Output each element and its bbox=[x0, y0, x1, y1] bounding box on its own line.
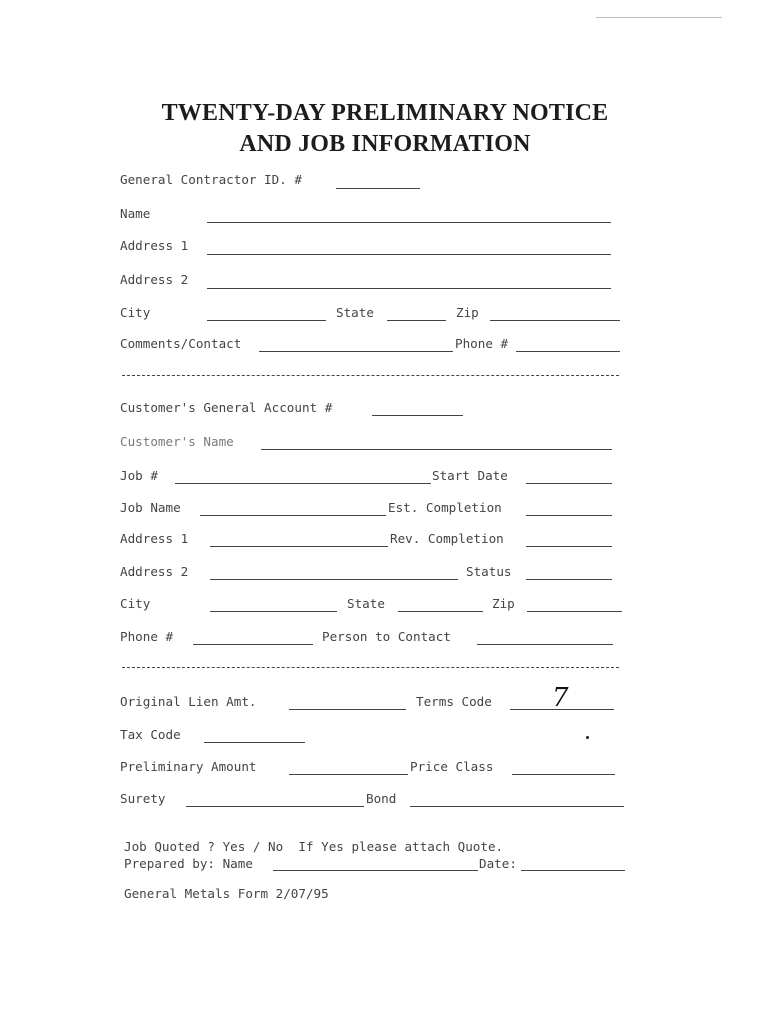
start-date-field[interactable] bbox=[526, 483, 612, 484]
customer-account-field[interactable] bbox=[372, 415, 463, 416]
gc-state-field[interactable] bbox=[387, 320, 446, 321]
prepared-by-label: Prepared by: Name bbox=[124, 856, 253, 871]
tax-code-label: Tax Code bbox=[120, 727, 181, 742]
lien-amount-field[interactable] bbox=[289, 709, 406, 710]
lien-amount-label: Original Lien Amt. bbox=[120, 694, 257, 709]
job-phone-label: Phone # bbox=[120, 629, 174, 644]
person-contact-field[interactable] bbox=[477, 644, 613, 645]
job-address1-field[interactable] bbox=[210, 546, 388, 547]
tax-code-field[interactable] bbox=[204, 742, 305, 743]
terms-code-label: Terms Code bbox=[416, 694, 492, 709]
bond-field[interactable] bbox=[410, 806, 624, 807]
job-address1-label: Address 1 bbox=[120, 531, 189, 546]
customer-name-label: Customer's Name bbox=[120, 434, 234, 449]
job-city-label: City bbox=[120, 596, 151, 611]
gc-zip-field[interactable] bbox=[490, 320, 620, 321]
preliminary-amount-label: Preliminary Amount bbox=[120, 759, 257, 774]
title-line-2: AND JOB INFORMATION bbox=[239, 131, 531, 157]
rev-completion-field[interactable] bbox=[526, 546, 612, 547]
gc-comments-field[interactable] bbox=[259, 351, 453, 352]
gc-address1-field[interactable] bbox=[207, 254, 611, 255]
customer-account-label: Customer's General Account # bbox=[120, 400, 333, 415]
gc-comments-label: Comments/Contact bbox=[120, 336, 242, 351]
job-name-label: Job Name bbox=[120, 500, 181, 515]
date-label: Date: bbox=[479, 856, 517, 871]
job-quoted-text: Job Quoted ? Yes / No If Yes please attach Quote. bbox=[124, 839, 504, 854]
section-divider-1 bbox=[122, 375, 619, 376]
gc-state-label: State bbox=[336, 305, 374, 320]
prepared-by-field[interactable] bbox=[273, 870, 478, 871]
job-zip-label: Zip bbox=[492, 596, 515, 611]
scan-edge-line bbox=[596, 17, 722, 18]
gc-phone-field[interactable] bbox=[516, 351, 620, 352]
job-number-label: Job # bbox=[120, 468, 158, 483]
bond-label: Bond bbox=[366, 791, 397, 806]
gc-zip-label: Zip bbox=[456, 305, 479, 320]
rev-completion-label: Rev. Completion bbox=[390, 531, 504, 546]
section-divider-2 bbox=[122, 667, 619, 668]
gc-id-field[interactable] bbox=[336, 188, 420, 189]
est-completion-label: Est. Completion bbox=[388, 500, 502, 515]
gc-city-field[interactable] bbox=[207, 320, 326, 321]
job-state-label: State bbox=[347, 596, 385, 611]
preliminary-amount-field[interactable] bbox=[289, 774, 408, 775]
gc-address1-label: Address 1 bbox=[120, 238, 189, 253]
gc-phone-label: Phone # bbox=[455, 336, 509, 351]
surety-field[interactable] bbox=[186, 806, 364, 807]
job-address2-label: Address 2 bbox=[120, 564, 189, 579]
gc-address2-label: Address 2 bbox=[120, 272, 189, 287]
job-number-field[interactable] bbox=[175, 483, 431, 484]
status-label: Status bbox=[466, 564, 512, 579]
person-contact-label: Person to Contact bbox=[322, 629, 451, 644]
job-zip-field[interactable] bbox=[527, 611, 622, 612]
date-field[interactable] bbox=[521, 870, 625, 871]
job-city-field[interactable] bbox=[210, 611, 337, 612]
gc-id-label: General Contractor ID. # bbox=[120, 172, 302, 187]
price-class-field[interactable] bbox=[512, 774, 615, 775]
status-field[interactable] bbox=[526, 579, 612, 580]
form-id-text: General Metals Form 2/07/95 bbox=[124, 886, 329, 901]
gc-name-field[interactable] bbox=[207, 222, 611, 223]
customer-name-field[interactable] bbox=[261, 449, 612, 450]
est-completion-field[interactable] bbox=[526, 515, 612, 516]
job-name-field[interactable] bbox=[200, 515, 386, 516]
price-class-label: Price Class bbox=[410, 759, 494, 774]
stray-mark bbox=[586, 736, 589, 739]
job-state-field[interactable] bbox=[398, 611, 483, 612]
terms-code-handwritten-value: 7 bbox=[552, 683, 569, 713]
surety-label: Surety bbox=[120, 791, 166, 806]
job-phone-field[interactable] bbox=[193, 644, 313, 645]
gc-address2-field[interactable] bbox=[207, 288, 611, 289]
job-address2-field[interactable] bbox=[210, 579, 458, 580]
start-date-label: Start Date bbox=[432, 468, 508, 483]
gc-name-label: Name bbox=[120, 206, 151, 221]
title-line-1: TWENTY-DAY PRELIMINARY NOTICE bbox=[161, 100, 609, 126]
gc-city-label: City bbox=[120, 305, 151, 320]
